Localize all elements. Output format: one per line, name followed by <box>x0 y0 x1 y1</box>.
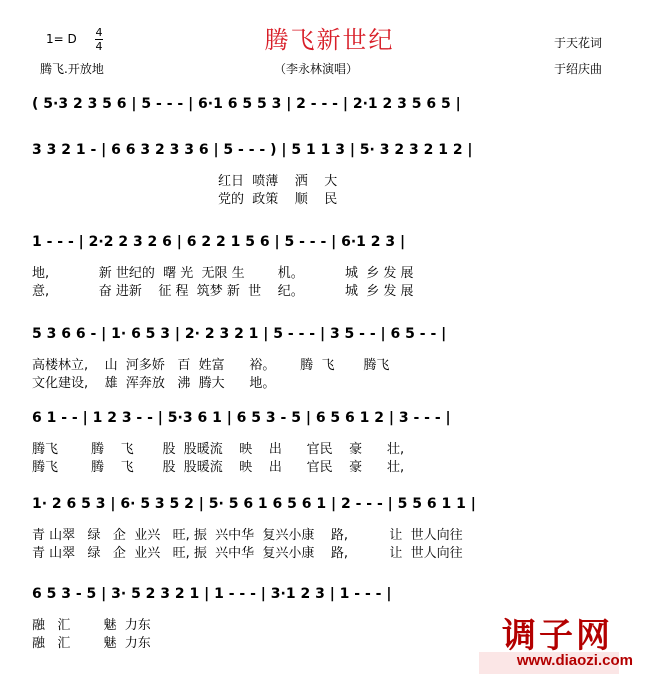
watermark-url: www.diaozi.com <box>516 652 633 669</box>
lyric-verse-2: 融 汇 魅 力东 <box>32 636 151 651</box>
notation-row: 1· 2 6 5 3 | 6· 5 3 5 2 | 5· 5 6 1 6 5 6 1 | 2 - - - | 5 5 6 1 1 | <box>32 496 476 512</box>
score-line-2 <box>32 142 622 206</box>
lyricist: 于天花词 <box>554 36 603 50</box>
lyric-verse-1: 高楼林立, 山 河多娇 百 姓富 裕。 腾 飞 腾飞 <box>32 358 390 373</box>
notation-row: 1 - - - | 2·2 2 3 2 6 | 6 2 2 1 5 6 | 5 - - - | 6·1 2 3 | <box>32 234 406 250</box>
lyric-verse-2: 意, 奋 进新 征 程 筑梦 新 世 纪。 城 乡 发 展 <box>32 284 414 299</box>
watermark-brand: 调子网 <box>502 616 613 656</box>
composer: 于绍庆曲 <box>554 62 603 76</box>
album-name: 腾飞.开放地 <box>40 62 104 76</box>
time-bottom: 4 <box>95 40 103 53</box>
notation-row: 3 3 2 1 - | 6 6 3 2 3 3 6 | 5 - - - ) | 5 1 1 3 | 5· 3 2 3 2 1 2 | <box>32 142 473 158</box>
lyric-verse-1: 腾飞 腾 飞 股 股暖流 映 出 官民 豪 壮, <box>32 442 405 457</box>
notation-row: 5 3 6 6 - | 1· 6 5 3 | 2· 2 3 2 1 | 5 - - - | 3 5 - - | 6 5 - - | <box>32 326 447 342</box>
lyric-verse-1: 红日 喷薄 洒 大 <box>32 174 338 189</box>
lyric-verse-1: 青 山翠 绿 企 业兴 旺, 振 兴中华 复兴小康 路, 让 世人向往 <box>32 528 463 543</box>
score-line-1 <box>32 96 622 118</box>
lyric-verse-1: 融 汇 魅 力东 <box>32 618 151 633</box>
lyric-verse-2: 党的 政策 顺 民 <box>32 192 338 207</box>
score-line-5 <box>32 410 622 474</box>
key-label: 1= D <box>46 32 77 46</box>
singer: （李永林演唱） <box>274 62 359 76</box>
notation-row: 6 5 3 - 5 | 3· 5 2 3 2 1 | 1 - - - | 3·1 2 3 | 1 - - - | <box>32 586 392 602</box>
lyric-verse-2: 腾飞 腾 飞 股 股暖流 映 出 官民 豪 壮, <box>32 460 405 475</box>
song-title: 腾飞新世纪 <box>264 26 395 54</box>
time-top: 4 <box>95 26 103 39</box>
lyric-verse-1: 地, 新 世纪的 曙 光 无限 生 机。 城 乡 发 展 <box>32 266 414 281</box>
score-line-4 <box>32 326 622 390</box>
notation-row: 6 1 - - | 1 2 3 - - | 5·3 6 1 | 6 5 3 - 5 | 6 5 6 1 2 | 3 - - - | <box>32 410 451 426</box>
lyric-verse-2: 文化建设, 雄 浑奔放 沸 腾大 地。 <box>32 376 276 391</box>
score-line-6 <box>32 496 622 560</box>
lyric-verse-2: 青 山翠 绿 企 业兴 旺, 振 兴中华 复兴小康 路, 让 世人向往 <box>32 546 463 561</box>
notation-row: ( 5·3 2 3 5 6 | 5 - - - | 6·1 6 5 5 3 | 2 - - - | 2·1 2 3 5 6 5 | <box>32 96 461 112</box>
score-line-3 <box>32 234 622 298</box>
